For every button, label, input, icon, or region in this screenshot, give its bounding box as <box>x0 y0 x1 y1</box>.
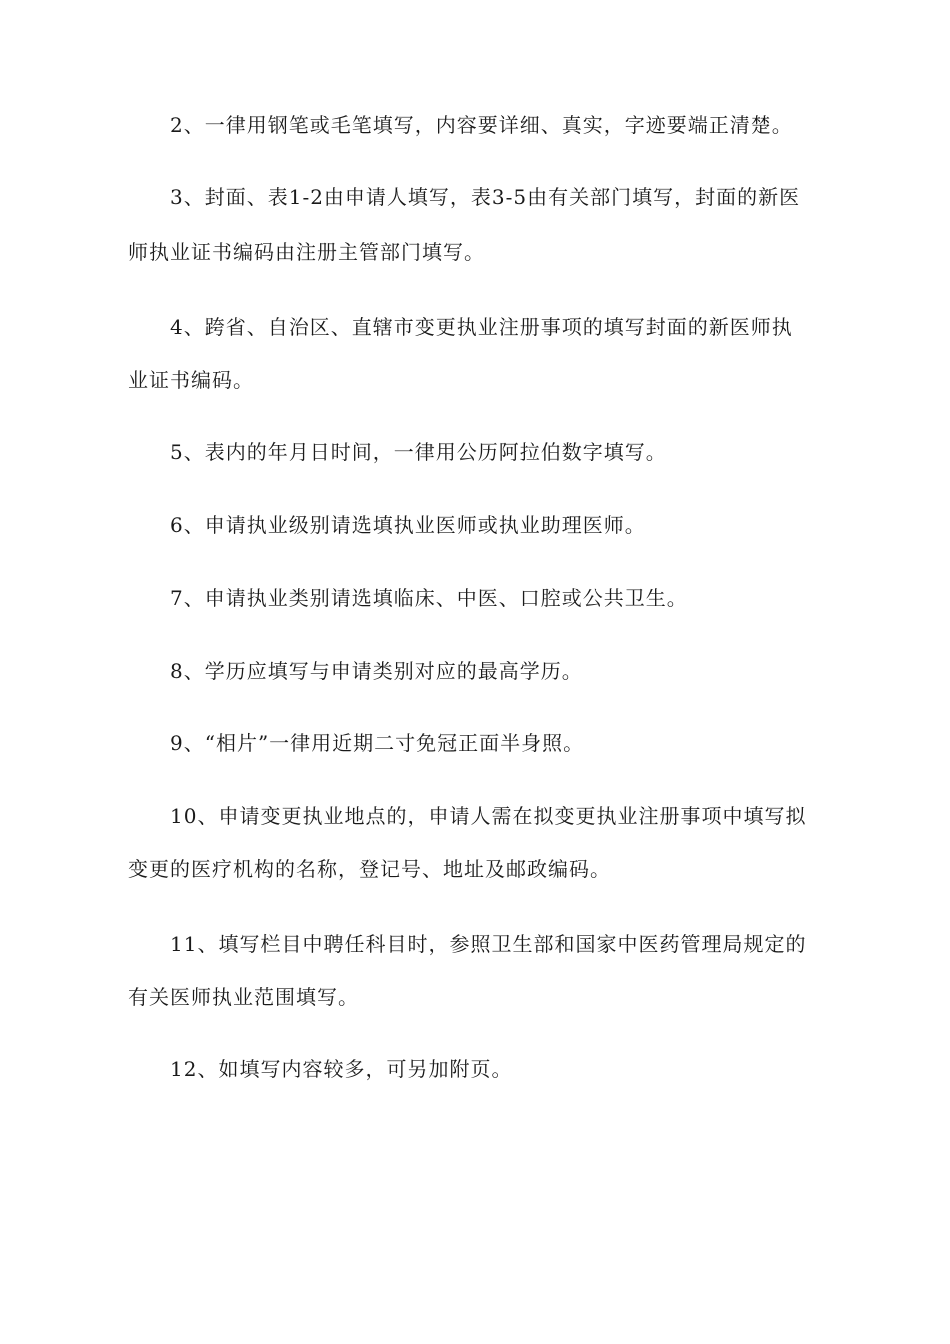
instruction-item-4: 4、跨省、自治区、直辖市变更执业注册事项的填写封面的新医师执 <box>170 315 793 339</box>
instruction-item-3: 3、封面、表1-2由申请人填写，表3-5由有关部门填写，封面的新医 <box>170 185 801 209</box>
instruction-item-2: 2、一律用钢笔或毛笔填写，内容要详细、真实，字迹要端正清楚。 <box>170 113 793 137</box>
instruction-item-4-continuation: 业证书编码。 <box>128 368 254 392</box>
instruction-item-10: 10、申请变更执业地点的，申请人需在拟变更执业注册事项中填写拟 <box>170 804 807 828</box>
instruction-item-12: 12、如填写内容较多，可另加附页。 <box>170 1057 513 1081</box>
instruction-item-9: 9、“相片”一律用近期二寸免冠正面半身照。 <box>170 731 585 755</box>
instruction-item-11-continuation: 有关医师执业范围填写。 <box>128 985 359 1009</box>
instruction-item-11: 11、填写栏目中聘任科目时，参照卫生部和国家中医药管理局规定的 <box>170 932 807 956</box>
instruction-item-7: 7、申请执业类别请选填临床、中医、口腔或公共卫生。 <box>170 586 688 610</box>
instruction-item-6: 6、申请执业级别请选填执业医师或执业助理医师。 <box>170 513 646 537</box>
instruction-item-10-continuation: 变更的医疗机构的名称，登记号、地址及邮政编码。 <box>128 857 611 881</box>
instruction-item-3-continuation: 师执业证书编码由注册主管部门填写。 <box>128 240 485 264</box>
instruction-item-5: 5、表内的年月日时间，一律用公历阿拉伯数字填写。 <box>170 440 667 464</box>
instruction-item-8: 8、学历应填写与申请类别对应的最高学历。 <box>170 659 583 683</box>
